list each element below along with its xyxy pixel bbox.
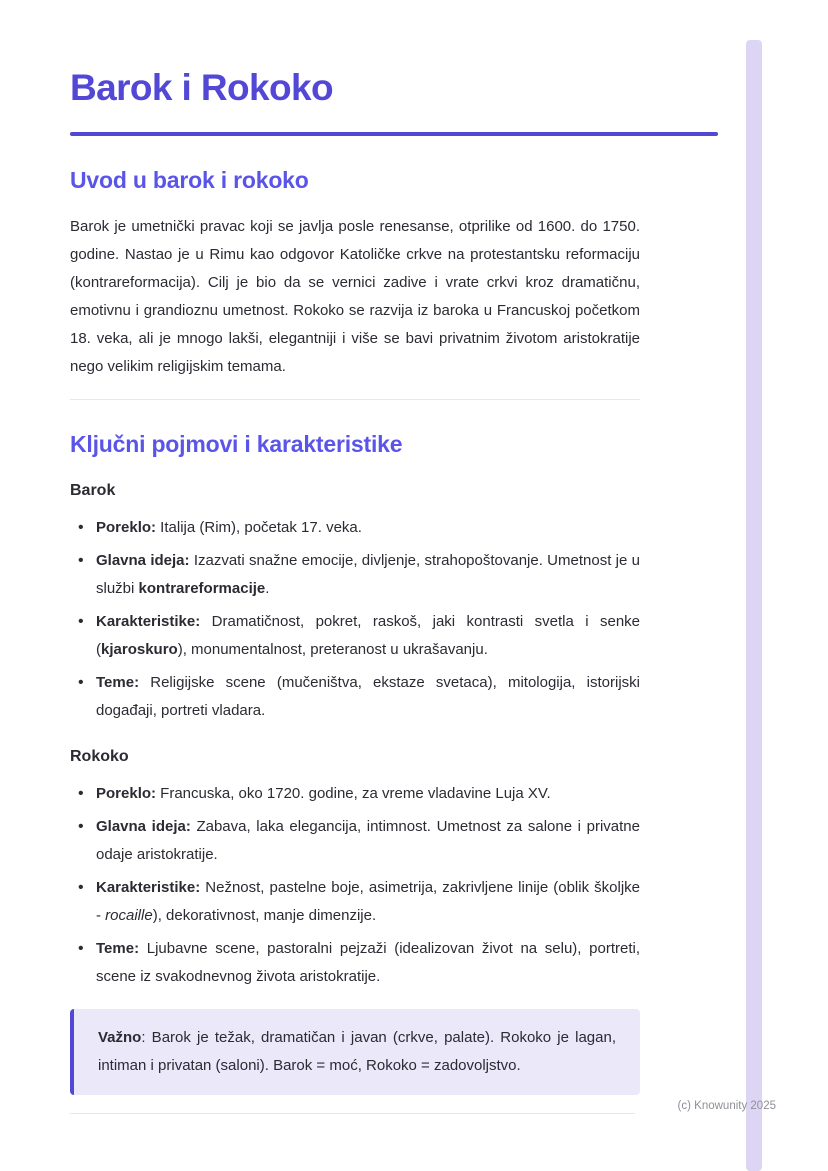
- list-item: • Teme: Ljubavne scene, pastoralni pejzaži (idealizovan život na selu), portreti, scene iz svakodnevnog života aristokratije.: [70, 935, 640, 991]
- intro-paragraph: Barok je umetnički pravac koji se javlja posle renesanse, otprilike od 1600. do 1750. godine. Nastao je u Rimu kao odgovor Katoličke crkve na protestantsku reformaciju (kontrareformacija). Cilj je bio da se vernici zadive i vrate crkvi kroz dramatičnu, emotivnu i grandioznu umetnost. Rokoko se razvija iz baroka u Francuskoj početkom 18. veka, ali je mnogo lakši, elegantniji i više se bavi privatnim životom aristokratije nego velikim religijskim temama.: [70, 218, 640, 375]
- list-item: • Poreklo: Italija (Rim), početak 17. veka.: [70, 514, 640, 542]
- rokoko-list: [70, 780, 640, 991]
- list-item: • Glavna ideja: Izazvati snažne emocije, divljenje, strahopoštovanje. Umetnost je u službi kontrareformacije.: [70, 547, 640, 603]
- footer-divider: [70, 1113, 635, 1114]
- page-title: Barok i Rokoko: [70, 67, 333, 108]
- list-item: • Poreklo: Francuska, oko 1720. godine, za vreme vladavine Luja XV.: [70, 780, 640, 808]
- section-divider: [70, 399, 640, 400]
- title-divider: [70, 132, 718, 136]
- subheading-barok: Barok: [70, 482, 116, 499]
- list-item: • Karakteristike: Dramatičnost, pokret, raskoš, jaki kontrasti svetla i senke (kjaroskuro), monumentalnost, preteranost u ukrašavanju.: [70, 608, 640, 664]
- important-callout: [70, 1009, 640, 1095]
- section-heading-key-concepts: Ključni pojmovi i karakteristike: [70, 431, 403, 457]
- callout-text: Važno: Barok je težak, dramatičan i javan (crkve, palate). Rokoko je lagan, intiman i privatan (saloni). Barok = moć, Rokoko = zadovoljstvo.: [98, 1029, 616, 1074]
- footer-copyright: (c) Knowunity 2025: [677, 1100, 776, 1112]
- section-heading-intro: Uvod u barok i rokoko: [70, 167, 309, 193]
- list-item: • Karakteristike: Nežnost, pastelne boje, asimetrija, zakrivljene linije (oblik školjke - rocaille), dekorativnost, manje dimenzije.: [70, 874, 640, 930]
- list-item: • Glavna ideja: Zabava, laka elegancija, intimnost. Umetnost za salone i privatne odaje aristokratije.: [70, 813, 640, 869]
- barok-list: [70, 514, 640, 725]
- document-content: [70, 0, 640, 1095]
- subheading-rokoko: Rokoko: [70, 748, 129, 765]
- list-item: • Teme: Religijske scene (mučeništva, ekstaze svetaca), mitologija, istorijski događaji, portreti vladara.: [70, 669, 640, 725]
- scrollbar-track[interactable]: [746, 40, 762, 1171]
